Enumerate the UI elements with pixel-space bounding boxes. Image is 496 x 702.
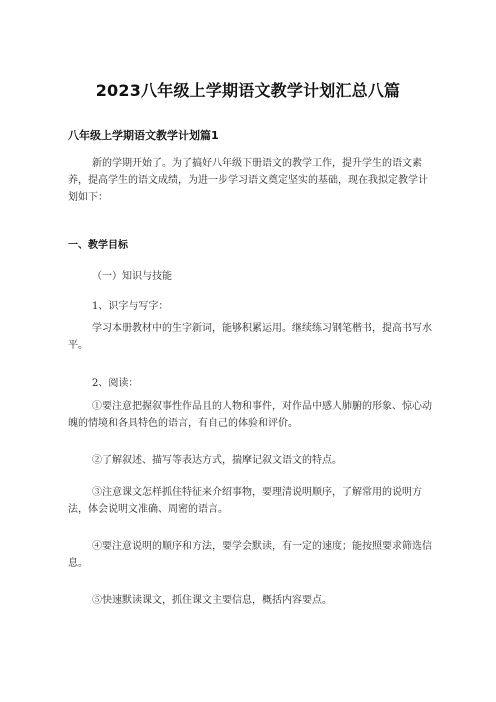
literacy-paragraph: 学习本册教材中的生字新词，能够积累运用。继续练习钢笔楷书，提高书写水平。 [68, 323, 432, 351]
reading-point-1: ①要注意把握叙事性作品且的人物和事件，对作品中感人肺腑的形象、惊心动魄的情境和各具特色的语言，有自己的体验和评价。 [68, 401, 432, 429]
plan-heading: 八年级上学期语文教学计划篇1 [68, 129, 219, 142]
item-literacy-writing: 1、识字与写字： [92, 301, 169, 312]
reading-point-4: ④要注意说明的顺序和方法，要学会默读，有一定的速度；能按照要求筛选信息。 [68, 541, 432, 569]
reading-point-3: ③注意课文怎样抓住特征来介绍事物，要理清说明顺序，了解常用的说明方法，体会说明文准确、周密的语言。 [68, 487, 422, 515]
reading-point-2: ②了解叙述、描写等表达方式，揣摩记叙文语文的特点。 [92, 455, 342, 466]
reading-point-5: ⑤快速默读课文，抓住课文主要信息，概括内容要点。 [92, 595, 332, 606]
item-reading: 2、阅读： [92, 378, 139, 389]
document-title: 2023八年级上学期语文教学计划汇总八篇 [95, 81, 401, 100]
subheading-knowledge-skills: （一）知识与技能 [92, 271, 172, 282]
section-heading-goals: 一、教学目标 [68, 240, 128, 251]
intro-paragraph: 新的学期开始了。为了搞好八年级下册语文的教学工作，提升学生的语文素养，提高学生的语文成绩，为进一步学习语文奠定坚实的基础，现在我拟定教学计划如下： [68, 158, 428, 203]
